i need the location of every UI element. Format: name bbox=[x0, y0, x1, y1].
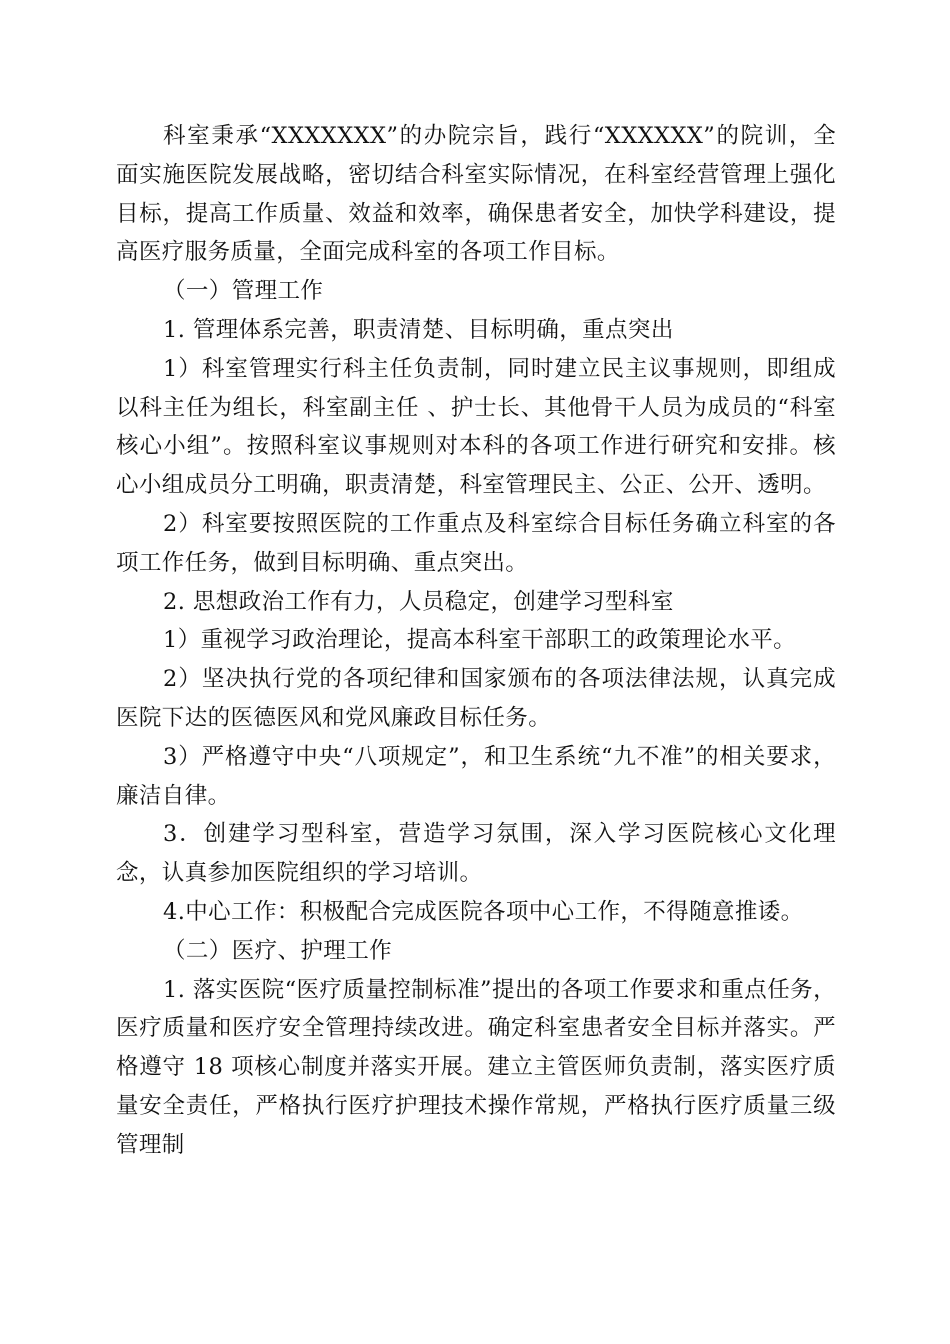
item-heading-2: 2. 思想政治工作有力，人员稳定，创建学习型科室 bbox=[163, 588, 674, 615]
item-paragraph-3: 3．创建学习型科室，营造学习氛围，深入学习医院核心文化理念，认真参加医院组织的学习培训。 bbox=[116, 821, 836, 887]
section-heading-management: （一）管理工作 bbox=[163, 278, 324, 305]
sub-item-paragraph: 1）科室管理实行科主任负责制，同时建立民主议事规则，即组成以科主任为组长，科室副主任 、护士长、其他骨干人员为成员的“科室核心小组”。按照科室议事规则对本科的各项工作进行研究和安排。核心小组成员分工明确，职责清楚，科室管理民主、公正、公开、透明。 bbox=[116, 355, 836, 499]
item-paragraph-medical-1: 1. 落实医院“医疗质量控制标准”提出的各项工作要求和重点任务，医疗质量和医疗安全管理持续改进。确定科室患者安全目标并落实。严格遵守 18 项核心制度并落实开展。建立主管医师负责制，落实医疗质量安全责任，严格执行医疗护理技术操作常规，严格执行医疗质量三级管理制 bbox=[116, 976, 836, 1158]
section-heading-medical: （二）医疗、护理工作 bbox=[163, 937, 393, 964]
sub-item-paragraph: 1）重视学习政治理论，提高本科室干部职工的政策理论水平。 bbox=[163, 627, 797, 654]
item-paragraph-4: 4.中心工作：积极配合完成医院各项中心工作，不得随意推诿。 bbox=[163, 898, 804, 925]
intro-paragraph: 科室秉承“XXXXXXX”的办院宗旨，践行“XXXXXX”的院训，全面实施医院发展战略，密切结合科室实际情况，在科室经营管理上强化目标，提高工作质量、效益和效率，确保患者安全，加快学科建设，提高医疗服务质量，全面完成科室的各项工作目标。 bbox=[116, 123, 836, 266]
sub-item-paragraph: 2）坚决执行党的各项纪律和国家颁布的各项法律法规，认真完成医院下达的医德医风和党风廉政目标任务。 bbox=[116, 666, 836, 731]
sub-item-paragraph: 2）科室要按照医院的工作重点及科室综合目标任务确立科室的各项工作任务，做到目标明确、重点突出。 bbox=[116, 510, 836, 576]
item-heading-1: 1. 管理体系完善，职责清楚、目标明确，重点突出 bbox=[163, 316, 674, 343]
document-body bbox=[116, 117, 836, 1165]
sub-item-paragraph: 3）严格遵守中央“八项规定”，和卫生系统“九不准”的相关要求，廉洁自律。 bbox=[116, 743, 836, 809]
